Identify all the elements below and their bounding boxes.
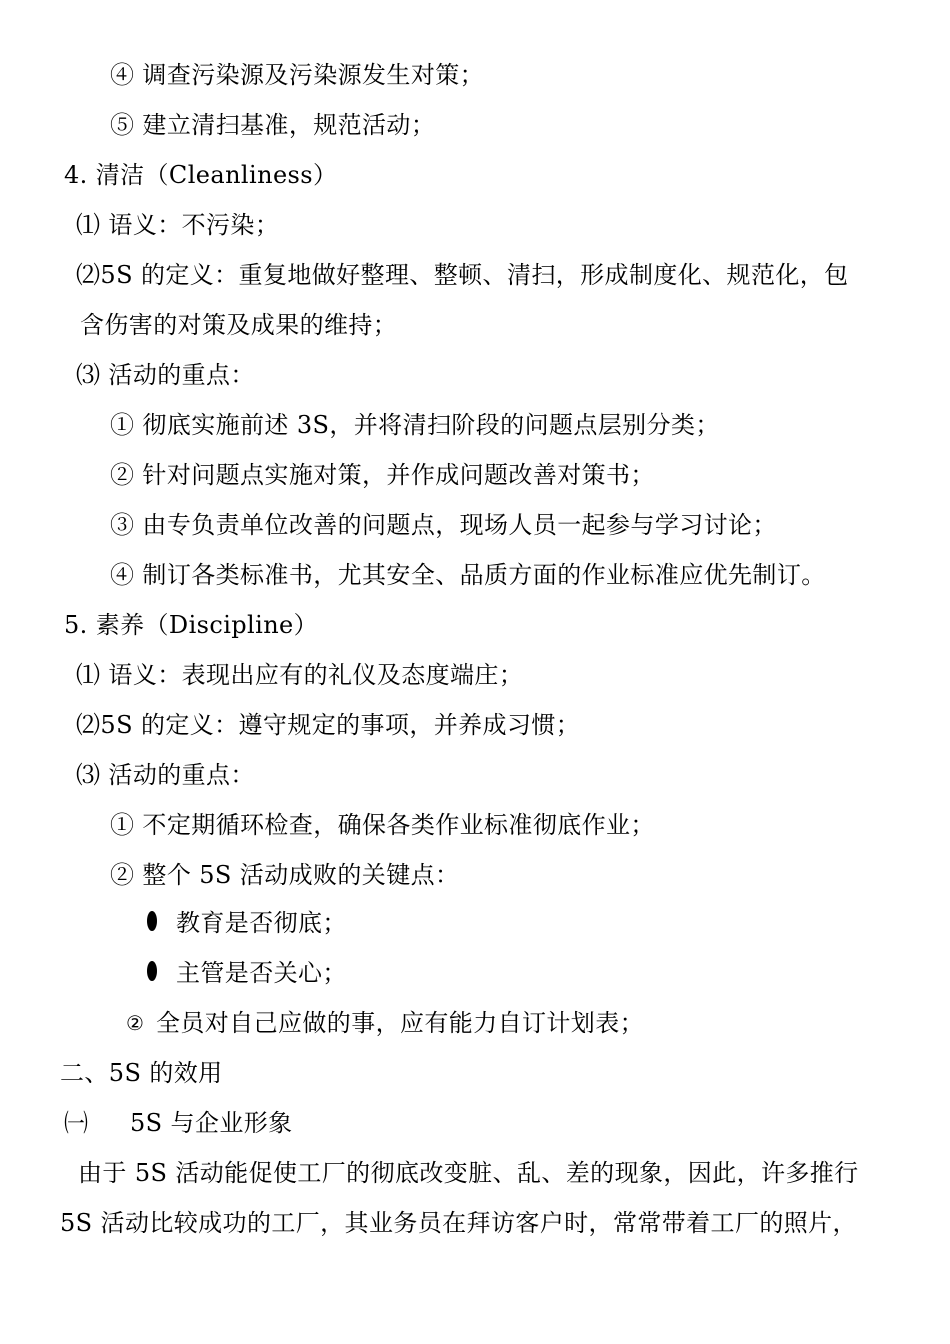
cleanliness-key-points-label: ⑶ 活动的重点：: [76, 361, 255, 389]
cleanliness-definition-continued: 含伤害的对策及成果的维持；: [80, 311, 398, 339]
bullet-item-management: 主管是否关心；: [176, 959, 347, 987]
section-heading-discipline: 5. 素养（Discipline）: [64, 611, 319, 639]
cleanliness-meaning: ⑴ 语义：不污染；: [76, 211, 280, 239]
paragraph-line-2: 5S 活动比较成功的工厂，其业务员在拜访客户时，常常带着工厂的照片，: [60, 1209, 857, 1237]
paragraph-line-1: 由于 5S 活动能促使工厂的彻底改变脏、乱、差的现象，因此，许多推行: [78, 1159, 859, 1187]
bullet-icon: [147, 961, 157, 981]
discipline-meaning: ⑴ 语义：表现出应有的礼仪及态度端庄；: [76, 661, 524, 689]
chapter-heading-5s-effects: 二、5S 的效用: [60, 1059, 223, 1087]
cleanliness-point-4: ④ 制订各类标准书，尤其安全、品质方面的作业标准应优先制订。: [110, 561, 826, 589]
bullet-icon: [147, 911, 157, 931]
discipline-definition: ⑵5S 的定义：遵守规定的事项，并养成习惯；: [76, 711, 581, 739]
cleanliness-definition: ⑵5S 的定义：重复地做好整理、整顿、清扫，形成制度化、规范化，包: [76, 261, 849, 289]
bullet-item-education: 教育是否彻底；: [176, 909, 347, 937]
subsection-marker: ㈠: [64, 1109, 89, 1137]
cleanliness-point-1: ① 彻底实施前述 3S，并将清扫阶段的问题点层别分类；: [110, 411, 720, 439]
circled-number-marker: ②: [126, 1011, 145, 1035]
bullet-item-self-plan: 全员对自己应做的事，应有能力自订计划表；: [156, 1009, 644, 1037]
subsection-heading-corporate-image: 5S 与企业形象: [130, 1109, 293, 1137]
discipline-point-1: ① 不定期循环检查，确保各类作业标准彻底作业；: [110, 811, 655, 839]
discipline-point-2: ② 整个 5S 活动成败的关键点：: [110, 861, 460, 889]
step-4-pollution-source: ④ 调查污染源及污染源发生对策；: [110, 61, 485, 89]
section-heading-cleanliness: 4. 清洁（Cleanliness）: [64, 161, 338, 189]
step-5-cleaning-standard: ⑤ 建立清扫基准，规范活动；: [110, 111, 436, 139]
discipline-key-points-label: ⑶ 活动的重点：: [76, 761, 255, 789]
cleanliness-point-3: ③ 由专负责单位改善的问题点，现场人员一起参与学习讨论；: [110, 511, 777, 539]
cleanliness-point-2: ② 针对问题点实施对策，并作成问题改善对策书；: [110, 461, 655, 489]
